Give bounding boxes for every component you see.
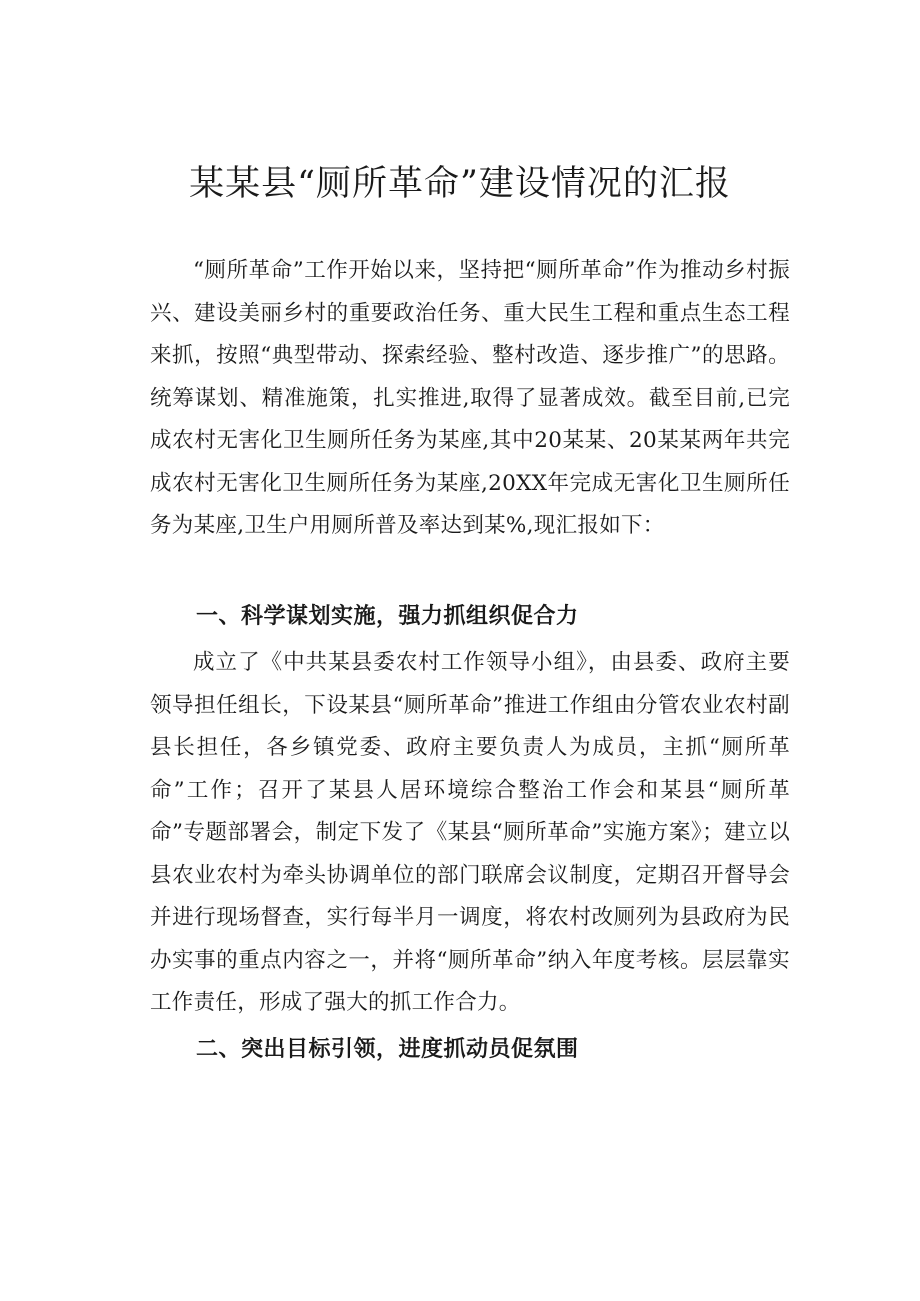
document-title: 某某县“厕所革命”建设情况的汇报 bbox=[189, 164, 731, 204]
section-1-heading: 一、科学谋划实施，强力抓组织促合力 bbox=[196, 604, 579, 629]
intro-paragraph: “厕所革命”工作开始以来，坚持把“厕所革命”作为推动乡村振兴、建设美丽乡村的重要政治任务、重大民生工程和重点生态工程来抓，按照“典型带动、探索经验、整村改造、逐步推广”的思路。统筹谋划、精准施策，扎实推进,取得了显著成效。截至目前,已完成农村无害化卫生厕所任务为某座,其中20某某、20某某两年共完成农村无害化卫生厕所任务为某座,20XX年完成无害化卫生厕所任务为某座,卫生户用厕所普及率达到某%,现汇报如下： bbox=[150, 258, 790, 538]
section-1-paragraph: 成立了《中共某县委农村工作领导小组》，由县委、政府主要领导担任组长，下设某县“厕所革命”推进工作组由分管农业农村副县长担任，各乡镇党委、政府主要负责人为成员，主抓“厕所革命”工作；召开了某县人居环境综合整治工作会和某县“厕所革命”专题部署会，制定下发了《某县“厕所革命”实施方案》；建立以县农业农村为牵头协调单位的部门联席会议制度，定期召开督导会并进行现场督查，实行每半月一调度，将农村改厕列为县政府为民办实事的重点内容之一，并将“厕所革命”纳入年度考核。层层靠实工作责任，形成了强大的抓工作合力。 bbox=[150, 650, 790, 1015]
section-2-heading: 二、突出目标引领，进度抓动员促氛围 bbox=[196, 1037, 579, 1062]
